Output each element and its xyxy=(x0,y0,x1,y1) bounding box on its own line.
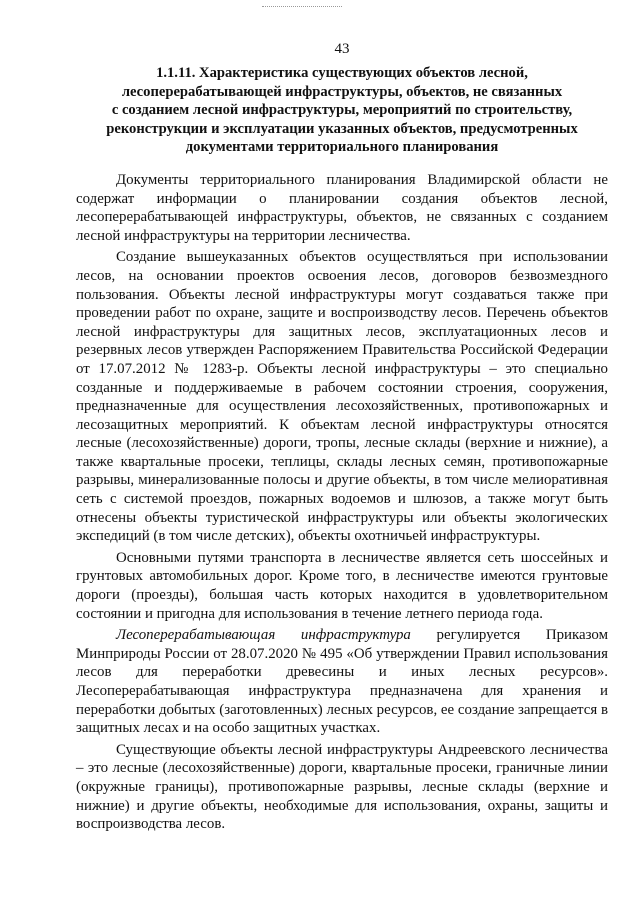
heading-line: лесоперерабатывающей инфраструктуры, объектов, не связанных xyxy=(121,83,563,100)
heading-line: 1.1.11. Характеристика существующих объектов лесной, xyxy=(156,65,528,81)
page-number: 43 xyxy=(334,41,350,57)
paragraph-infrastructure-objects: Создание вышеуказанных объектов осуществляться при использовании лесов, на основании проектов освоения лесов, договоров безвозмездного пользования. Объекты лесной инфраструктуры могут создаваться также при проведении работ по охране, защите и воспроизводству лесов. Перечень объектов лесной инфраструктуры для защитных лесов, эксплуатационных лесов и резервных лесов утвержден Распоряжением Правительства Российской Федерации от 17.07.2012 № 1283-р. Объекты лесной инфраструктуры – это специально созданные и поддерживаемые в рабочем состоянии строения, сооружения, предназначенные для осуществления лесохозяйственных, противопожарных и лесозащитных мероприятий. К объектам лесной инфраструктуры относятся лесные (лесохозяйственные) дороги, тропы, лесные склады (верхние и нижние), а также квартальные просеки, теплицы, склады лесных семян, противопожарные разрывы, минерализованные полосы и другие объекты, в том числе мелиоративная сеть с системой проездов, пожарных водоемов и шлюзов, а также могут быть отнесены объекты туристической инфраструктуры или объекты экологических экспедиций (в том числе детских), объекты охотничьей инфраструктуры. xyxy=(76,249,608,545)
heading-line: документами территориального планирования xyxy=(185,139,499,156)
paragraph-existing-objects: Существующие объекты лесной инфраструктуры Андреевского лесничества – это лесные (лесохозяйственные) дороги, квартальные просеки, граничные линии (окружные границы), противопожарные разрывы, лесные склады (верхние и нижние) и другие объекты, необходимые для использования, охраны, защиты и воспроизводства лесов. xyxy=(76,741,608,833)
heading-line: реконструкции и эксплуатации указанных объектов, предусмотренных xyxy=(106,120,578,137)
document-page xyxy=(76,40,608,837)
heading-line: с созданием лесной инфраструктуры, мероприятий по строительству, xyxy=(111,102,573,119)
paragraph-processing-infrastructure xyxy=(76,626,608,738)
paragraph-transport-routes: Основными путями транспорта в лесничестве является сеть шоссейных и грунтовых автомобильных дорог. Кроме того, в лесничестве имеются грунтовые дороги (проезды), большая часть которых находится в удовлетворительном состоянии и пригодна для использования в течение летнего периода года. xyxy=(76,549,608,622)
paragraph-territorial-planning: Документы территориального планирования Владимирской области не содержат информации о планировании создания объектов лесной, лесоперерабатывающей инфраструктуры, объектов, не связанных с созданием лесной инфраструктуры на территории лесничества. xyxy=(76,171,608,244)
paragraph-text: регулируется Приказом Минприроды России от 28.07.2020 № 495 «Об утверждении Правил использования лесов для переработки древесины и иных лесных ресурсов». Лесоперерабатывающая инфраструктура предназначена для хранения и переработки добытых (заготовленных) лесных ресурсов, ее создание запрещается в защитных лесах и на особо защитных участках. xyxy=(76,627,609,737)
italic-term: Лесоперерабатывающая инфраструктура xyxy=(116,627,411,644)
section-heading xyxy=(76,64,608,157)
scan-artifact xyxy=(262,6,342,9)
